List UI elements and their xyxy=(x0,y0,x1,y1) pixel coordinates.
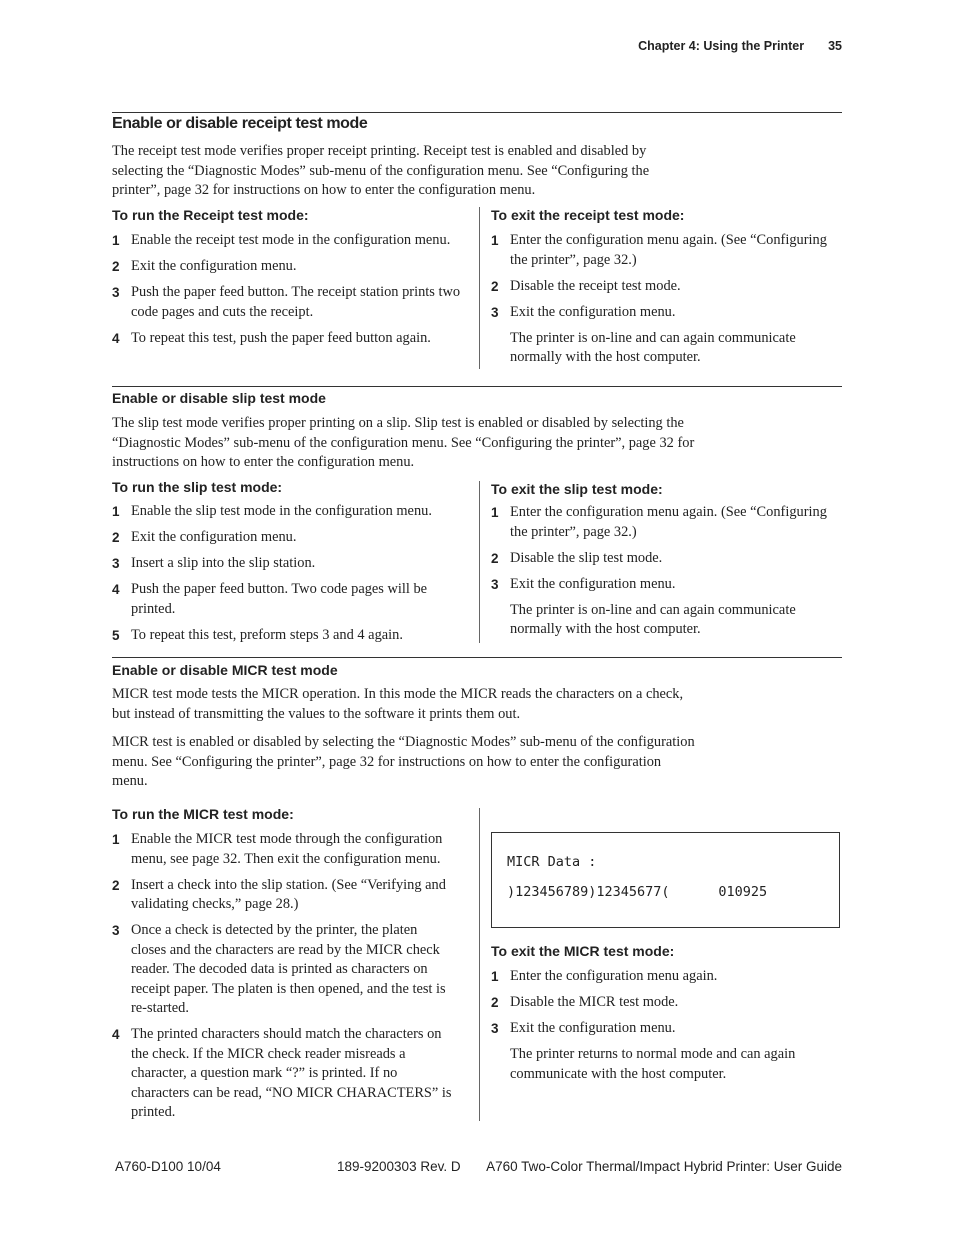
column-divider xyxy=(479,481,480,643)
list-item: 3 Insert a slip into the slip station. xyxy=(112,555,316,571)
micr-exit-heading: To exit the MICR test mode: xyxy=(491,943,675,959)
micr-intro-1: MICR test mode tests the MICR operation. In this mode the MICR reads the characters on a check, but instead of transmitting the values to the software it prints them out. xyxy=(112,686,684,722)
list-item: 4 The printed characters should match the characters on the check. If the MICR check reader misreads a character, a question mark “?” is printed. If no characters can be read, “NO MICR CHARACTERS” is printed. xyxy=(112,1026,452,1120)
list-item: 2 Disable the slip test mode. xyxy=(491,549,663,566)
running-header xyxy=(638,39,842,53)
receipt-intro: The receipt test mode verifies proper receipt printing. Receipt test is enabled and disabled by selecting the “Diagnostic Modes” sub-menu of the configuration menu. See “Configuring the printer”, page 32 for instructions on how to enter the configuration menu. xyxy=(112,143,650,198)
footer-doc-id: A760-D100 10/04 xyxy=(115,1159,221,1174)
slip-section-title: Enable or disable slip test mode xyxy=(112,390,326,406)
micr-section-title: Enable or disable MICR test mode xyxy=(112,662,338,678)
list-item: 3 Push the paper feed button. The receipt station prints two code pages and cuts the receipt. xyxy=(112,284,461,320)
micr-run-heading: To run the MICR test mode: xyxy=(112,806,294,822)
list-item: 3 Once a check is detected by the printer, the platen closes and the characters are read by the MICR check reader. The decoded data is printed as characters on receipt paper. The platen is then opened, and the test is re-started. xyxy=(112,922,446,1016)
section-divider xyxy=(112,112,842,113)
page-number: 35 xyxy=(828,39,842,53)
receipt-run-steps xyxy=(112,231,464,355)
list-item: 2 Exit the configuration menu. xyxy=(112,529,297,545)
list-item: 3 Exit the configuration menu. xyxy=(491,303,676,320)
receipt-run-heading: To run the Receipt test mode: xyxy=(112,207,309,223)
list-item: 1 Enable the receipt test mode in the configuration menu. xyxy=(112,232,451,248)
list-item: 1 Enter the configuration menu again. (See “Configuring the printer”, page 32.) xyxy=(491,504,827,540)
micr-sample-output xyxy=(491,832,840,928)
list-item: 4 To repeat this test, push the paper feed button again. xyxy=(112,329,431,346)
section-divider xyxy=(112,657,842,658)
list-item: 2 Disable the receipt test mode. xyxy=(491,277,681,294)
list-item: 3 Exit the configuration menu. xyxy=(491,575,676,592)
footer-guide-title: A760 Two-Color Thermal/Impact Hybrid Printer: User Guide xyxy=(486,1159,842,1174)
list-item: 1 Enable the slip test mode in the configuration menu. xyxy=(112,503,432,519)
receipt-exit-heading: To exit the receipt test mode: xyxy=(491,207,685,223)
list-item: 5 To repeat this test, preform steps 3 and 4 again. xyxy=(112,626,403,643)
receipt-section-title: Enable or disable receipt test mode xyxy=(112,115,368,132)
micr-sample-label: MICR Data : xyxy=(507,854,597,870)
slip-exit-note: The printer is on-line and can again communicate normally with the host computer. xyxy=(510,601,796,637)
list-item: 2 Insert a check into the slip station. (See “Verifying and validating checks,” page 28.) xyxy=(112,876,446,912)
micr-sample-value: )123456789)12345677( 010925 xyxy=(507,884,768,900)
micr-exit-steps xyxy=(491,967,843,1084)
footer-part-number: 189-9200303 Rev. D xyxy=(337,1159,461,1174)
section-divider xyxy=(112,386,842,387)
chapter-title: Chapter 4: Using the Printer xyxy=(638,39,805,53)
receipt-exit-note: The printer is on-line and can again communicate normally with the host computer. xyxy=(510,329,796,365)
list-item: 3 Exit the configuration menu. xyxy=(491,1020,676,1036)
column-divider xyxy=(479,207,480,369)
list-item: 1 Enter the configuration menu again. (See “Configuring the printer”, page 32.) xyxy=(491,232,827,268)
micr-intro-2: MICR test is enabled or disabled by selecting the “Diagnostic Modes” sub-menu of the configuration menu. See “Configuring the printer”, page 32 for instructions on how to enter the configuration menu. xyxy=(112,734,695,789)
slip-exit-heading: To exit the slip test mode: xyxy=(491,481,663,497)
receipt-exit-steps xyxy=(491,231,843,368)
list-item: 1 Enable the MICR test mode through the configuration menu, see page 32. Then exit the configuration menu. xyxy=(112,831,443,867)
slip-intro: The slip test mode verifies proper printing on a slip. Slip test is enabled or disabled by selecting the “Diagnostic Modes” sub-menu of the configuration menu. See “Configuring the printer”, page 32 for instructions on how to enter the configuration menu. xyxy=(112,415,695,470)
list-item: 1 Enter the configuration menu again. xyxy=(491,968,718,984)
micr-run-steps xyxy=(112,830,454,1129)
slip-run-steps xyxy=(112,502,464,652)
list-item: 4 Push the paper feed button. Two code pages will be printed. xyxy=(112,581,428,617)
slip-run-heading: To run the slip test mode: xyxy=(112,479,283,495)
list-item: 2 Exit the configuration menu. xyxy=(112,258,297,274)
micr-exit-note: The printer returns to normal mode and can again communicate with the host computer. xyxy=(510,1046,796,1082)
column-divider xyxy=(479,808,480,1121)
list-item: 2 Disable the MICR test mode. xyxy=(491,994,679,1010)
slip-exit-steps xyxy=(491,503,843,640)
